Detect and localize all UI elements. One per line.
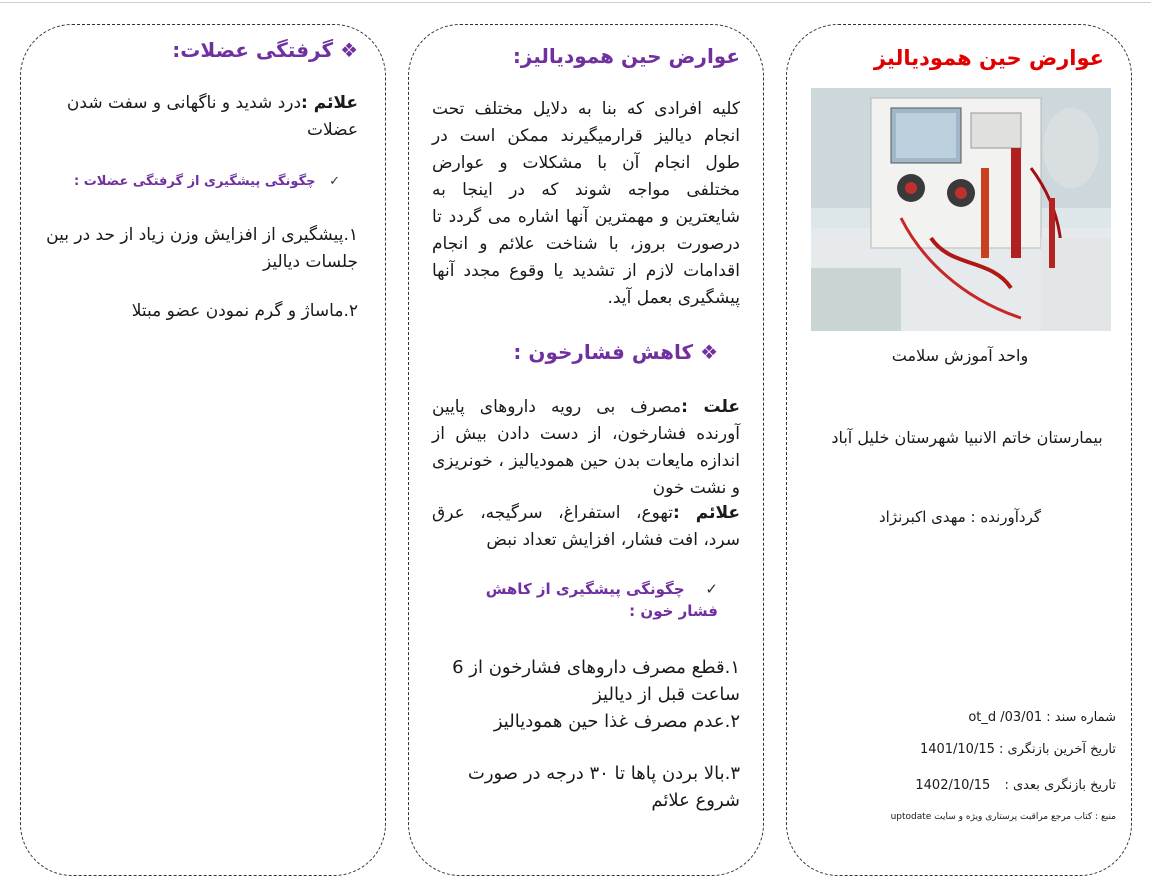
health-education-unit: واحد آموزش سلامت xyxy=(891,346,1029,365)
source-reference: منبع : کتاب مرجع مراقبت پرستاری ویژه و سایت uptodate xyxy=(890,812,1116,822)
checkmark-icon: ✓ xyxy=(329,174,340,189)
page-top-rule xyxy=(0,2,1151,3)
dialysis-machine-photo xyxy=(811,88,1111,331)
hypotension-prevention-2: ۲.عدم مصرف غذا حین همودیالیز xyxy=(493,711,740,732)
muscle-cramps-title: ❖ گرفتگی عضلات: xyxy=(172,38,358,62)
hypotension-cause xyxy=(432,394,740,502)
prevention-title-text: چگونگی پیشگیری از گرفتگی عضلات : xyxy=(73,174,316,189)
muscle-cramps-prevention-title xyxy=(40,174,340,189)
last-review-label: تاریخ آخرین بازنگری : xyxy=(999,742,1116,757)
hospital-name: بیمارستان خاتم الانبیا شهرستان خلیل آباد xyxy=(831,428,1103,447)
cover-title: عوارض حین همودیالیز xyxy=(873,46,1104,70)
doc-number-value: ot_d /03/01 xyxy=(968,710,1043,725)
hypotension-prevention-1: ۱.قطع مصرف داروهای فشارخون از 6 ساعت قبل از دیالیز xyxy=(452,657,740,705)
muscle-cramps-prevention-2: ۲.ماساژ و گرم نمودن عضو مبتلا xyxy=(131,301,358,321)
muscle-cramps-prevention-1: ۱.پیشگیری از افزایش وزن زیاد از حد در بین جلسات دیالیز xyxy=(46,225,358,272)
hypotension-prevention-title xyxy=(450,578,718,622)
hypotension-title: ❖ کاهش فشارخون : xyxy=(513,340,718,364)
symptoms-text: تهوع، استفراغ، سرگیجه، عرق سرد، افت فشار، افزایش تعداد نبض xyxy=(432,503,740,550)
last-review-value: 1401/10/15 xyxy=(919,742,995,757)
panel-muscle-cramps xyxy=(20,24,386,876)
next-review-value: 1402/10/15 xyxy=(915,778,991,793)
document-number xyxy=(830,710,1116,725)
cause-text: مصرف بی رویه داروهای پایین آورنده فشارخون، از دست دادن بیش از اندازه مایعات بدن حین همودیالیز ، خونریزی و نشت خون xyxy=(432,397,740,498)
hypotension-prevention-3: ۳.بالا بردن پاها تا ۳۰ درجه در صورت شروع علائم xyxy=(467,763,740,811)
cause-label: علت : xyxy=(681,397,741,417)
symptoms-label: علائم : xyxy=(301,93,358,113)
doc-number-label: شماره سند : xyxy=(1046,710,1116,725)
checkmark-icon: ✓ xyxy=(705,580,718,598)
symptoms-text: درد شدید و ناگهانی و سفت شدن عضلات xyxy=(66,93,358,140)
prevention-title-text: چگونگی پیشگیری از کاهش فشار خون : xyxy=(485,580,718,620)
author: گردآورنده : مهدی اکبرنژاد xyxy=(879,508,1041,526)
next-review-date xyxy=(830,778,1116,793)
last-review-date xyxy=(830,742,1116,757)
complications-title: عوارض حین همودیالیز: xyxy=(512,44,740,68)
complications-intro: کلیه افرادی که بنا به دلایل مختلف تحت انجام دیالیز قرارمیگیرند ممکن است در طول انجام آن با مشکلات و عوارض مختلفی مواجه شوند که در اینجا به شایعترین و مهمترین آنها اشاره می گردد تا درصورت بروز، با شناخت علائم و انجام اقدامات لازم از تشدید یا وقوع مجدد آنها پیشگیری بعمل آید. xyxy=(432,99,740,308)
next-review-label: تاریخ بازنگری بعدی : xyxy=(1004,778,1116,793)
muscle-cramps-symptoms xyxy=(40,90,358,144)
symptoms-label: علائم : xyxy=(672,503,740,523)
hypotension-symptoms xyxy=(432,500,740,554)
